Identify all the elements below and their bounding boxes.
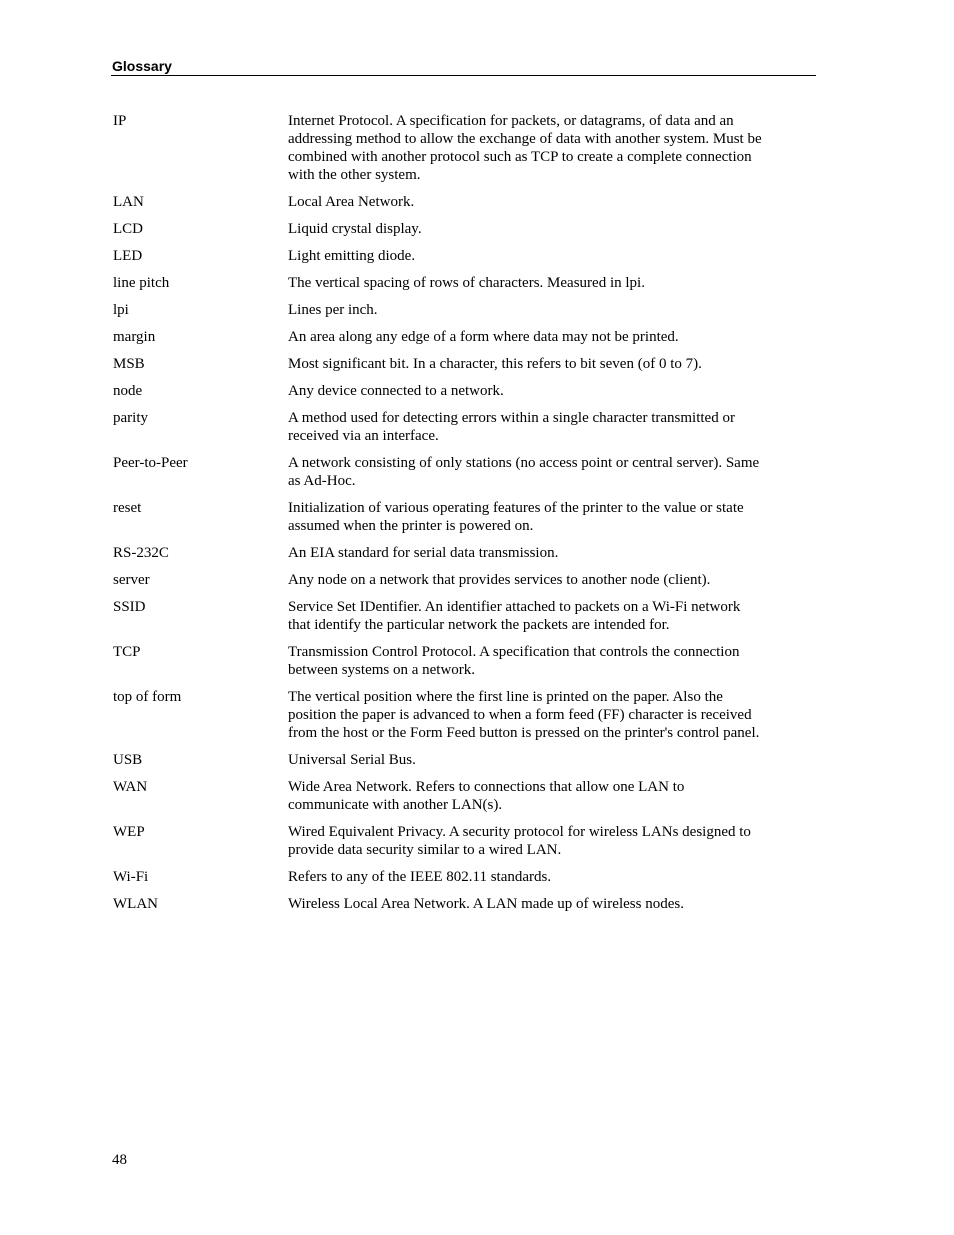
page-header bbox=[111, 57, 816, 76]
glossary-term: TCP bbox=[113, 644, 141, 660]
glossary-list bbox=[113, 112, 803, 922]
glossary-term: line pitch bbox=[113, 275, 170, 291]
glossary-definition: Initialization of various operating features of the printer to the value or state assumed when the printer is powered on. bbox=[288, 500, 744, 534]
glossary-entry-lan bbox=[113, 193, 803, 211]
glossary-entry-line-pitch bbox=[113, 274, 803, 292]
glossary-term: WEP bbox=[113, 824, 145, 840]
glossary-term: reset bbox=[113, 500, 142, 516]
glossary-term: lpi bbox=[113, 302, 129, 318]
glossary-entry-tcp bbox=[113, 643, 803, 679]
glossary-term: LAN bbox=[113, 194, 144, 210]
glossary-term: LCD bbox=[113, 221, 143, 237]
glossary-definition: The vertical spacing of rows of characters. Measured in lpi. bbox=[288, 275, 645, 291]
glossary-term: SSID bbox=[113, 599, 146, 615]
glossary-entry-peer-to-peer bbox=[113, 454, 803, 490]
glossary-definition: A method used for detecting errors within a single character transmitted or received via an interface. bbox=[288, 410, 735, 444]
glossary-entry-rs-232c bbox=[113, 544, 803, 562]
glossary-definition: Most significant bit. In a character, this refers to bit seven (of 0 to 7). bbox=[288, 356, 702, 372]
glossary-entry-lcd bbox=[113, 220, 803, 238]
glossary-definition: Wide Area Network. Refers to connections that allow one LAN to communicate with another LAN(s). bbox=[288, 779, 685, 813]
glossary-term: top of form bbox=[113, 689, 182, 705]
glossary-term: LED bbox=[113, 248, 143, 264]
glossary-entry-wi-fi bbox=[113, 868, 803, 886]
glossary-term: MSB bbox=[113, 356, 145, 372]
glossary-entry-node bbox=[113, 382, 803, 400]
glossary-definition: An EIA standard for serial data transmission. bbox=[288, 545, 559, 561]
glossary-entry-reset bbox=[113, 499, 803, 535]
glossary-entry-wlan bbox=[113, 895, 803, 913]
glossary-definition: Refers to any of the IEEE 802.11 standards. bbox=[288, 869, 552, 885]
glossary-entry-ssid bbox=[113, 598, 803, 634]
glossary-term: USB bbox=[113, 752, 143, 768]
glossary-term: parity bbox=[113, 410, 148, 426]
glossary-definition: An area along any edge of a form where data may not be printed. bbox=[288, 329, 679, 345]
glossary-definition: Wired Equivalent Privacy. A security protocol for wireless LANs designed to provide data security similar to a wired LAN. bbox=[288, 824, 751, 858]
glossary-term: margin bbox=[113, 329, 156, 345]
glossary-term: Peer-to-Peer bbox=[113, 455, 188, 471]
glossary-term: WLAN bbox=[113, 896, 158, 912]
glossary-entry-server bbox=[113, 571, 803, 589]
glossary-term: Wi-Fi bbox=[113, 869, 149, 885]
glossary-definition: Internet Protocol. A specification for packets, or datagrams, of data and an addressing method to allow the exchange of data with another system. Must be combined with another protocol such as TCP to create a complete connection with the other system. bbox=[288, 113, 762, 183]
glossary-definition: Service Set IDentifier. An identifier attached to packets on a Wi-Fi network that identify the particular network the packets are intended for. bbox=[288, 599, 741, 633]
glossary-term: node bbox=[113, 383, 143, 399]
glossary-definition: Transmission Control Protocol. A specification that controls the connection between systems on a network. bbox=[288, 644, 740, 678]
glossary-term: WAN bbox=[113, 779, 148, 795]
header-title: Glossary bbox=[112, 58, 172, 74]
glossary-entry-lpi bbox=[113, 301, 803, 319]
glossary-entry-msb bbox=[113, 355, 803, 373]
glossary-definition: Light emitting diode. bbox=[288, 248, 416, 264]
glossary-term: RS-232C bbox=[113, 545, 169, 561]
glossary-entry-margin bbox=[113, 328, 803, 346]
glossary-entry-ip bbox=[113, 112, 803, 184]
glossary-definition: Lines per inch. bbox=[288, 302, 378, 318]
glossary-definition: Liquid crystal display. bbox=[288, 221, 422, 237]
glossary-entry-wan bbox=[113, 778, 803, 814]
glossary-entry-parity bbox=[113, 409, 803, 445]
glossary-entry-led bbox=[113, 247, 803, 265]
glossary-entry-top-of-form bbox=[113, 688, 803, 742]
glossary-definition: Wireless Local Area Network. A LAN made up of wireless nodes. bbox=[288, 896, 684, 912]
glossary-entry-usb bbox=[113, 751, 803, 769]
glossary-definition: Universal Serial Bus. bbox=[288, 752, 416, 768]
glossary-definition: A network consisting of only stations (no access point or central server). Same as Ad-Hoc. bbox=[288, 455, 760, 489]
glossary-term: server bbox=[113, 572, 150, 588]
glossary-definition: Any node on a network that provides services to another node (client). bbox=[288, 572, 711, 588]
glossary-term: IP bbox=[113, 113, 127, 129]
glossary-definition: Local Area Network. bbox=[288, 194, 415, 210]
glossary-definition: Any device connected to a network. bbox=[288, 383, 504, 399]
page-number: 48 bbox=[112, 1152, 127, 1168]
glossary-definition: The vertical position where the first line is printed on the paper. Also the position the paper is advanced to when a form feed (FF) character is received from the host or the Form Feed button is pressed on the printer's control panel. bbox=[288, 689, 760, 741]
glossary-entry-wep bbox=[113, 823, 803, 859]
